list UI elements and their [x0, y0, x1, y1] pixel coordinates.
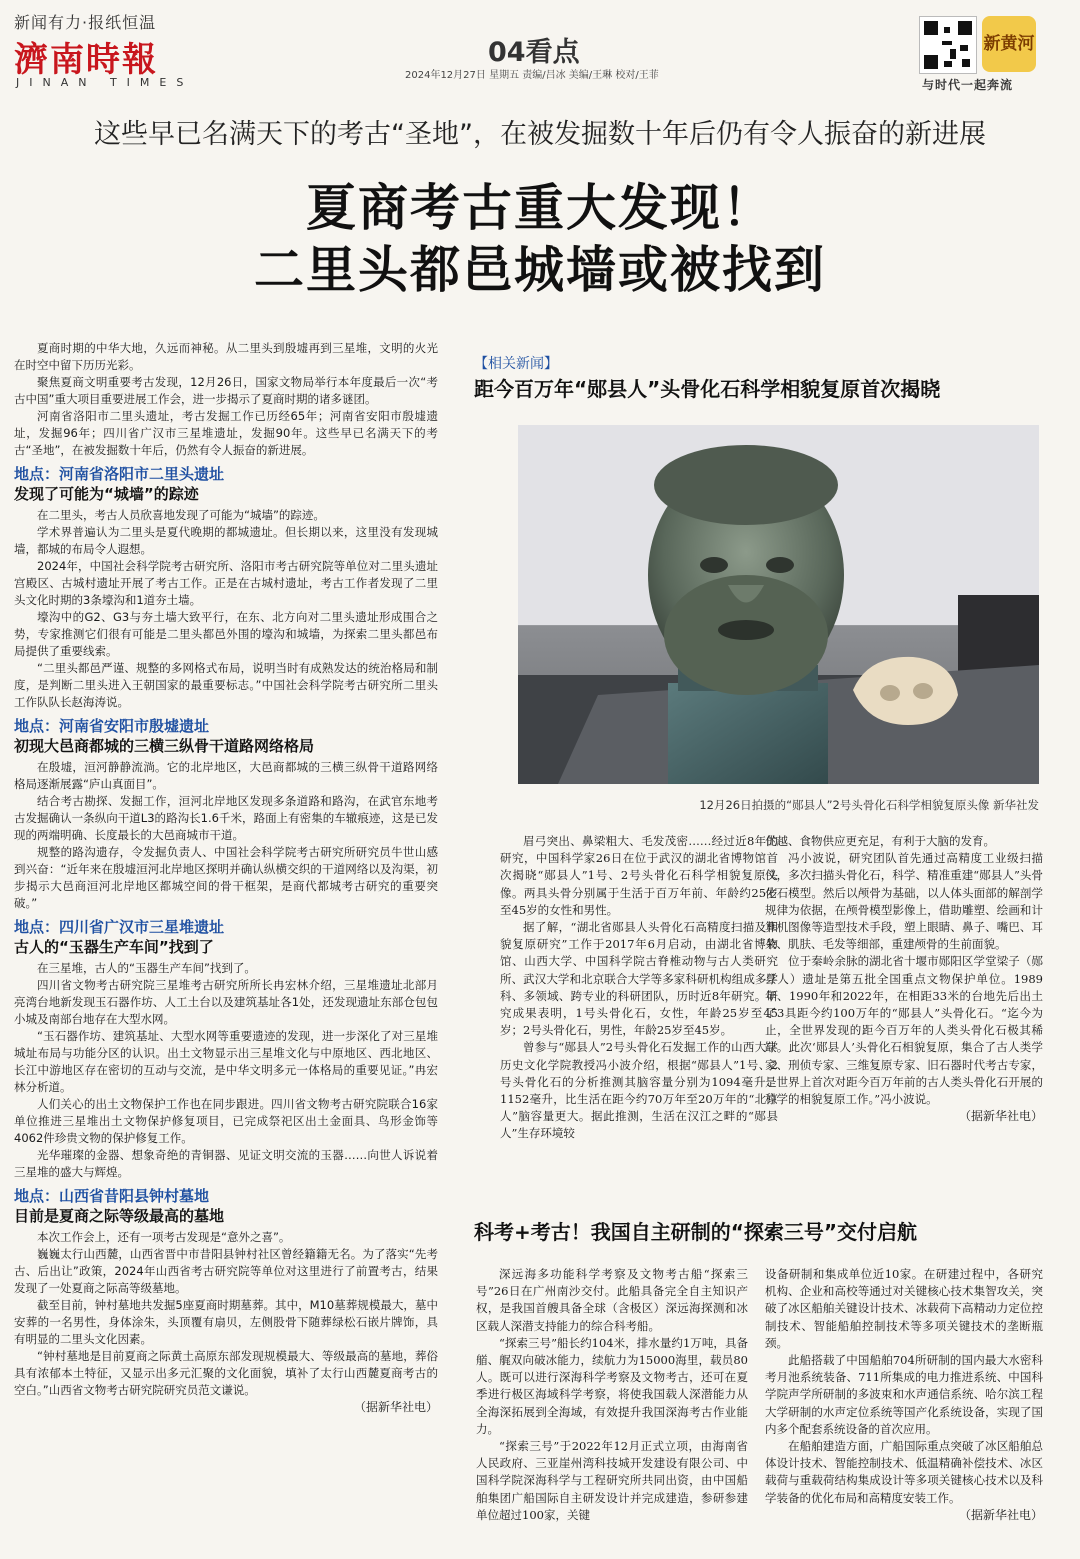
ship-article-title: 科考+考古！我国自主研制的“探索三号”交付启航	[474, 1220, 918, 1244]
related-news-title: 距今百万年“郧县人”头骨化石科学相貌复原首次揭晓	[474, 377, 941, 401]
related-article-col-1	[500, 833, 778, 1143]
app-logo: 新黄河	[982, 16, 1036, 72]
ship-article-col-1	[476, 1266, 748, 1524]
lead-paragraph: 夏商时期的中华大地，久远而神秘。从二里头到殷墟再到三星堆，文明的火光在时空中留下历历光彩。	[14, 341, 438, 372]
paragraph: 优越、食物供应更充足，有利于大脑的发育。	[765, 834, 995, 848]
paragraph: 在三星堆，古人的“玉器生产车间”找到了。	[37, 961, 256, 975]
paragraph: 此船搭载了中国船舶704所研制的国内最大水密科考月池系统装备、711所集成的电力推进系统、中国科学院声学所研制的多波束和水声通信系统、哈尔滨工程大学研制的水声定位系统等国产化系统设备，实现了国内多个配套系统设备的首次应用。	[765, 1353, 1043, 1436]
section-location: 地点：河南省洛阳市二里头遗址	[14, 465, 225, 483]
lead-paragraph: 聚焦夏商文明重要考古发现，12月26日，国家文物局举行本年度最后一次“考古中国”重大项目重要进展工作会，进一步揭示了夏商时期的诸多谜团。	[14, 375, 438, 406]
paragraph: 据了解，“湖北省郧县人头骨化石高精度扫描及相貌复原研究”工作于2017年6月启动，由湖北省博物馆、山西大学、中国科学院古脊椎动物与古人类研究所、武汉大学和北京联合大学等多家科研机构组成多学科、多领域、跨专业的科研团队，历时近8年研究。研究成果表明，1号头骨化石，女性，年龄25岁至45岁；2号头骨化石，男性，年龄25岁至45岁。	[500, 920, 778, 1038]
slogan: 新闻有力·报纸恒温	[14, 13, 157, 32]
paragraph: 截至目前，钟村墓地共发掘5座夏商时期墓葬。其中，M10墓葬规模最大，墓中安葬的一名男性，身体涂朱，头顶覆有扇贝，左侧股骨下随葬绿松石嵌片牌饰，具有明显的二里头文化因素。	[14, 1298, 438, 1346]
masthead	[0, 0, 1080, 100]
paragraph: 2024年，中国社会科学院考古研究所、洛阳市考古研究院等单位对二里头遗址宫殿区、古城村遗址开展了考古工作。正是在古城村遗址，考古工作者发现了二里头文化时期的3条壕沟和1道夯土墙。	[14, 559, 438, 607]
paragraph: “探索三号”船长约104米，排水量约1万吨，具备艏、艉双向破冰能力，续航力为15000海里，载员80人。既可以进行深海科学考察及文物考古，还可在夏季进行极区海域科学考察，将使我国载人深潜能力从全海深拓展到全海域，有效提升我国深海考古作业能力。	[476, 1335, 748, 1436]
section-title: 发现了可能为“城墙”的踪迹	[14, 485, 199, 503]
section-title: 目前是夏商之际等级最高的墓地	[14, 1207, 225, 1225]
paragraph: 结合考古勘探、发掘工作，洹河北岸地区发现多条道路和路沟，在武官东地考古发掘确认一条纵向干道L3的路沟长1.6千米，路面上有密集的车辙痕迹，这是已发现的两端明确、长度最长的大邑商城市干道。	[14, 794, 438, 842]
newspaper-logo-en: JINAN TIMES	[16, 76, 194, 89]
page-title: 04看点	[488, 37, 580, 68]
paragraph: 设备研制和集成单位近10家。在研建过程中，各研究机构、企业和高校等通过对关键核心技术集智攻关，突破了冰区船舶关键设计技术、冰载荷下高精动力定位控制技术、智能船舶控制技术等多项关键技术的垄断瓶颈。	[765, 1267, 1043, 1350]
subheadline: 这些早已名满天下的考古“圣地”，在被发掘数十年后仍有令人振奋的新进展	[94, 119, 986, 150]
ship-article-col-2	[765, 1266, 1043, 1524]
paragraph: 本次工作会上，还有一项考古发现是“意外之喜”。	[37, 1230, 291, 1244]
lead-paragraph: 河南省洛阳市二里头遗址，考古发掘工作已历经65年；河南省安阳市殷墟遗址，发掘96年；四川省广汉市三星堆遗址，发掘90年。这些早已名满天下的考古“圣地”，在被发掘数十年后，仍然有令人振奋的新进展。	[14, 409, 438, 457]
paragraph: 冯小波说，研究团队首先通过高精度工业级扫描仪，多次扫描头骨化石，科学、精准重建“郧县人”头骨化石模型。然后以颅骨为基础，以人体头面部的解剖学规律为依据，在颅骨模型影像上，借助雕塑、绘画和计算机图像等造型技术手段，塑上眼睛、鼻子、嘴巴、耳朵、肌肤、毛发等细部，重建颅骨的生前面貌。	[765, 851, 1043, 952]
paragraph: 学术界普遍认为二里头是夏代晚期的都城遗址。但长期以来，这里没有发现城墙，都城的布局令人遐想。	[14, 525, 438, 556]
issue-meta: 2024年12月27日 星期五 责编/吕冰 美编/王琳 校对/王菲	[405, 70, 659, 81]
skull-reconstruction-photo	[518, 425, 1039, 784]
paragraph: 人们关心的出土文物保护工作也在同步跟进。四川省文物考古研究院联合16家单位推进三星堆出土文物保护修复项目，已完成祭祀区出土金面具、鸟形金饰等4062件珍贵文物的保护修复工作。	[14, 1097, 438, 1145]
paragraph: “二里头都邑严谨、规整的多网格式布局，说明当时有成熟发达的统治格局和制度，是判断二里头进入王朝国家的最重要标志。”中国社会科学院考古研究所二里头工作队队长赵海涛说。	[14, 661, 438, 709]
paragraph: 巍巍太行山西麓，山西省晋中市昔阳县钟村社区曾经籍籍无名。为了落实“先考古、后出让”政策，2024年山西省考古研究院等单位对这里进行了前置考古，结果发现了一处夏商之际高等级墓地。	[14, 1247, 438, 1295]
section-location: 地点：河南省安阳市殷墟遗址	[14, 717, 210, 735]
paragraph: 在殷墟，洹河静静流淌。它的北岸地区，大邑商都城的三横三纵骨干道路网络格局逐渐展露“庐山真面目”。	[14, 760, 438, 791]
news-source: （据新华社电）	[958, 1507, 1043, 1522]
bust-illustration	[518, 425, 1039, 784]
paragraph: 光华璀璨的金器、想象奇绝的青铜器、见证文明交流的玉器……向世人诉说着三星堆的盛大与辉煌。	[14, 1148, 438, 1179]
section-location: 地点：山西省昔阳县钟村墓地	[14, 1187, 210, 1205]
paragraph: 曾参与“郧县人”2号头骨化石发掘工作的山西大学历史文化学院教授冯小波介绍，根据“郧县人”1号、2号头骨化石的分析推测其脑容量分别为1094毫升、1152毫升，比生活在距今约70万年至20万年的“北京人”脑容量更大。据此推测，生活在汉江之畔的“郧县人”生存环境较	[500, 1040, 778, 1141]
related-article-col-2	[765, 833, 1043, 1125]
paragraph: “钟村墓地是目前夏商之际黄土高原东部发现规模最大、等级最高的墓地，葬俗具有浓郁本土特征，又显示出多元汇聚的文化面貌，填补了太行山西麓夏商考古的空白。”山西省文物考古研究院研究员范文谦说。	[14, 1349, 438, 1397]
headline-line-1: 夏商考古重大发现！	[306, 179, 774, 237]
main-article	[14, 340, 438, 1416]
news-source: （据新华社电）	[353, 1400, 438, 1414]
paragraph: 规整的路沟遗存，令发掘负责人、中国社会科学院考古研究所研究员牛世山感到兴奋：“近年来在殷墟洹河北岸地区探明并确认纵横交织的干道网络以及沟渠，初步揭示大邑商洹河北岸地区都城空间的骨干框架，是商代都城考古研究的重要突破。”	[14, 845, 438, 910]
paragraph: 在船舶建造方面，广船国际重点突破了冰区船舶总体设计技术、智能控制技术、低温精确补偿技术、冰区载荷与重载荷结构集成设计等多项关键核心技术以及科学装备的优化布局和高精度安装工作。	[765, 1439, 1043, 1505]
related-news-tag: 【相关新闻】	[474, 356, 558, 372]
section-title: 古人的“玉器生产车间”找到了	[14, 938, 214, 956]
paragraph: 在二里头，考古人员欣喜地发现了可能为“城墙”的踪迹。	[37, 508, 325, 522]
newspaper-logo: 濟南時報	[14, 40, 158, 80]
photo-caption: 12月26日拍摄的“郧县人”2号头骨化石科学相貌复原头像 新华社发	[699, 798, 1039, 812]
headline-line-2: 二里头都邑城墙或被找到	[254, 241, 826, 299]
section-title: 初现大邑商都城的三横三纵骨干道路网络格局	[14, 737, 315, 755]
paragraph: 四川省文物考古研究院三星堆考古研究所所长冉宏林介绍，三星堆遗址北部月亮湾台地新发现玉石器作坊、人工土台以及建筑基址各1处，还发现遗址东部仓包包小城及南部台地存在大型水网。	[14, 978, 438, 1026]
tagline: 与时代一起奔流	[922, 78, 1014, 92]
paragraph: 深远海多功能科学考察及文物考古船“探索三号”26日在广州南沙交付。此船具备完全自主知识产权，是我国首艘具备全球（含极区）深远海探测和冰区载人深潜支持能力的综合科考船。	[476, 1267, 748, 1333]
paragraph: “探索三号”于2022年12月正式立项，由海南省人民政府、三亚崖州湾科技城开发建设有限公司、中国科学院深海科学与工程研究所共同出资，由中国船舶集团广船国际自主研发设计并完成建造，参研参建单位超过100家，关键	[476, 1439, 748, 1522]
paragraph: 壕沟中的G2、G3与夯土墙大致平行，在东、北方向对二里头遗址形成围合之势，专家推测它们很有可能是二里头都邑外围的壕沟和城墙，为探索二里头都邑布局提供了重要线索。	[14, 610, 438, 658]
paragraph: “玉石器作坊、建筑基址、大型水网等重要遗迹的发现，进一步深化了对三星堆城址布局与功能分区的认识。出土文物显示出三星堆文化与中原地区、西北地区、长江中游地区存在密切的互动与交流，是中华文明多元一体格局的重要见证。”冉宏林分析道。	[14, 1029, 438, 1094]
paragraph: 位于秦岭余脉的湖北省十堰市郧阳区学堂梁子（郧县人）遗址是第五批全国重点文物保护单位。1989年、1990年和2022年，在相距33米的台地先后出土了3具距今约100万年的“郧县人”头骨化石。“迄今为止，全世界发现的距今百万年的人类头骨化石极其稀缺。此次‘郧县人’头骨化石相貌复原，集合了古人类学家、刑侦专家、三维复原专家、旧石器时代考古专家，是世界上首次对距今百万年前的古人类头骨化石开展的科学的相貌复原工作。”冯小波说。	[765, 954, 1043, 1107]
paragraph: 眉弓突出、鼻梁粗大、毛发茂密……经过近8年的研究，中国科学家26日在位于武汉的湖北省博物馆首次揭晓“郧县人”1号、2号头骨化石科学相貌复原头像。两具头骨分别属于生活于百万年前、年龄约25岁至45岁的女性和男性。	[500, 834, 778, 917]
news-source: （据新华社电）	[958, 1109, 1043, 1124]
qr-code-icon	[919, 16, 977, 74]
section-location: 地点：四川省广汉市三星堆遗址	[14, 918, 225, 936]
